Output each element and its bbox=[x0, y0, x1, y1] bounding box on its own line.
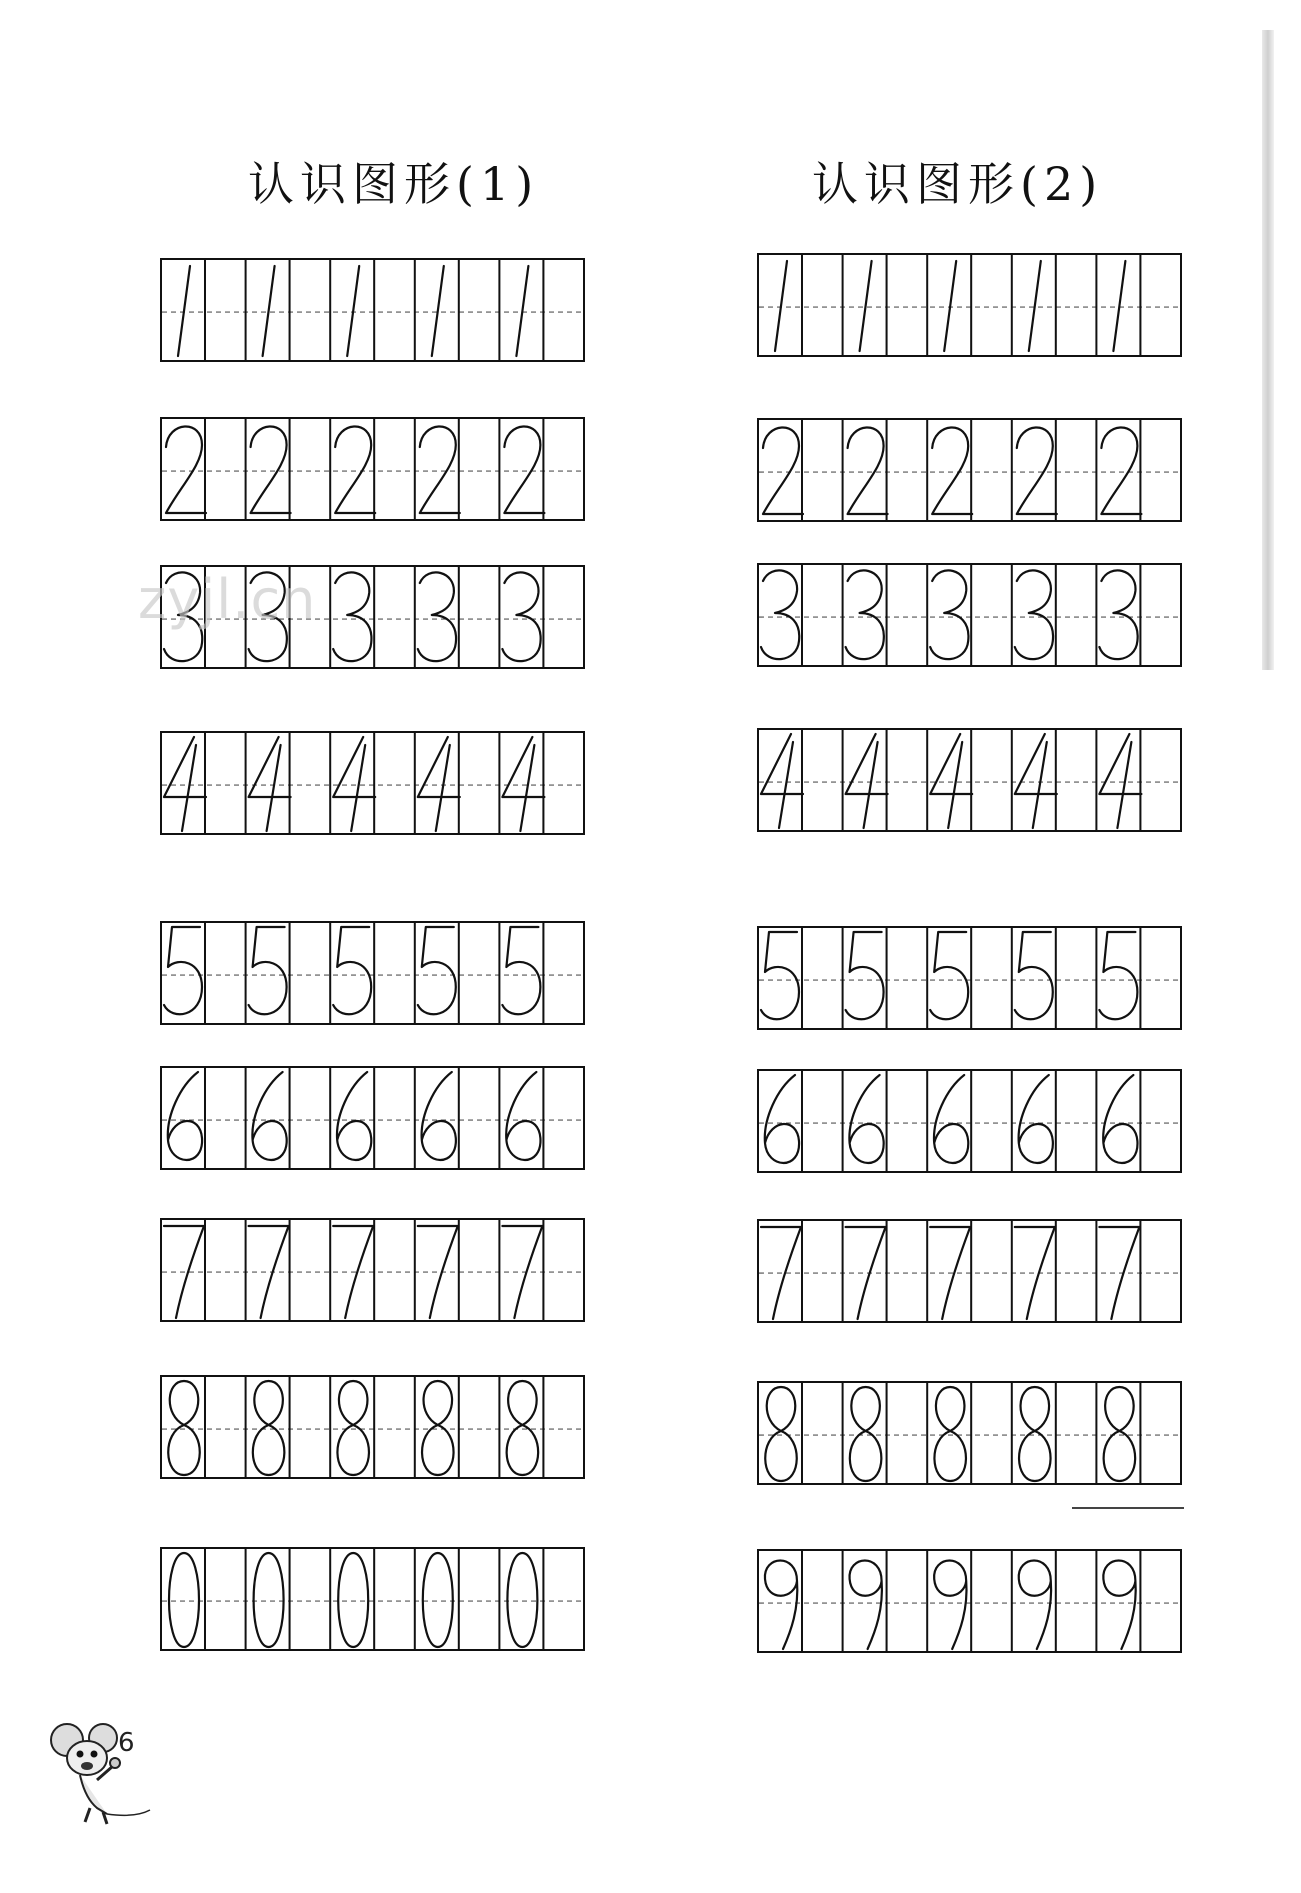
tracing-row-right-4 bbox=[757, 728, 1182, 832]
writing-box bbox=[1096, 1220, 1140, 1322]
row-frame bbox=[161, 1548, 584, 1650]
tracing-row-svg bbox=[160, 1066, 585, 1170]
digit-3-glyph bbox=[1099, 570, 1137, 659]
writing-box bbox=[1012, 254, 1056, 356]
digit-3-glyph bbox=[761, 570, 799, 659]
tracing-row-right-6 bbox=[757, 1069, 1182, 1173]
tracing-row-left-4 bbox=[160, 731, 585, 835]
digit-2-glyph bbox=[504, 426, 544, 513]
digit-1-glyph bbox=[1113, 261, 1125, 351]
digit-4-glyph bbox=[1015, 734, 1057, 828]
digit-2-glyph bbox=[848, 427, 888, 514]
digit-4-glyph bbox=[502, 737, 544, 831]
digit-1-glyph bbox=[944, 261, 956, 351]
tracing-row-left-7 bbox=[160, 1218, 585, 1322]
digit-6-glyph bbox=[506, 1072, 540, 1160]
page-number: 6 bbox=[118, 1728, 135, 1758]
digit-5-glyph bbox=[502, 927, 540, 1014]
writing-box bbox=[758, 1220, 802, 1322]
digit-2-glyph bbox=[932, 427, 972, 514]
writing-box bbox=[415, 259, 459, 361]
digit-9-glyph bbox=[934, 1561, 966, 1650]
tracing-row-svg bbox=[160, 417, 585, 521]
writing-box bbox=[927, 1550, 971, 1652]
tracing-row-right-2 bbox=[757, 418, 1182, 522]
digit-3-glyph bbox=[846, 570, 884, 659]
digit-1-glyph bbox=[860, 261, 872, 351]
digit-0-glyph bbox=[254, 1553, 284, 1647]
writing-box bbox=[499, 1219, 543, 1321]
digit-8-glyph bbox=[253, 1381, 285, 1475]
digit-4-glyph bbox=[846, 734, 888, 828]
tracing-row-svg bbox=[160, 731, 585, 835]
digit-1-glyph bbox=[516, 266, 528, 356]
digit-5-glyph bbox=[1015, 932, 1053, 1019]
watermark: zyjl.cn bbox=[138, 568, 317, 631]
digit-9-glyph bbox=[1019, 1561, 1051, 1650]
writing-box bbox=[246, 259, 290, 361]
digit-1-glyph bbox=[263, 266, 275, 356]
digit-5-glyph bbox=[164, 927, 202, 1014]
digit-5-glyph bbox=[930, 932, 968, 1019]
row-frame bbox=[161, 1376, 584, 1478]
digit-5-glyph bbox=[761, 932, 799, 1019]
digit-0-glyph bbox=[169, 1553, 199, 1647]
row-frame bbox=[758, 1220, 1181, 1322]
tracing-row-left-8 bbox=[160, 1375, 585, 1479]
tracing-row-svg bbox=[757, 253, 1182, 357]
writing-box bbox=[161, 259, 205, 361]
row-frame bbox=[161, 418, 584, 520]
digit-8-glyph bbox=[1019, 1387, 1051, 1481]
row-frame bbox=[161, 1219, 584, 1321]
digit-2-glyph bbox=[251, 426, 291, 513]
digit-3-glyph bbox=[418, 572, 456, 661]
digit-5-glyph bbox=[1099, 932, 1137, 1019]
digit-8-glyph bbox=[507, 1381, 539, 1475]
digit-0-glyph bbox=[423, 1553, 453, 1647]
digit-6-glyph bbox=[849, 1075, 883, 1163]
tracing-row-svg bbox=[757, 1219, 1182, 1323]
digit-8-glyph bbox=[168, 1381, 200, 1475]
digit-5-glyph bbox=[418, 927, 456, 1014]
tracing-row-svg bbox=[757, 1069, 1182, 1173]
tracing-row-left-1 bbox=[160, 258, 585, 362]
tracing-row-right-9 bbox=[757, 1549, 1182, 1653]
row-frame bbox=[758, 729, 1181, 831]
digit-0-glyph bbox=[338, 1553, 368, 1647]
row-frame bbox=[161, 259, 584, 361]
writing-box bbox=[843, 1550, 887, 1652]
digit-6-glyph bbox=[765, 1075, 799, 1163]
writing-box bbox=[415, 1219, 459, 1321]
tracing-row-svg bbox=[757, 926, 1182, 1030]
tracing-row-svg bbox=[757, 728, 1182, 832]
digit-8-glyph bbox=[850, 1387, 882, 1481]
tracing-row-svg bbox=[160, 1375, 585, 1479]
digit-3-glyph bbox=[1015, 570, 1053, 659]
digit-4-glyph bbox=[249, 737, 291, 831]
digit-6-glyph bbox=[934, 1075, 968, 1163]
digit-3-glyph bbox=[333, 572, 371, 661]
digit-5-glyph bbox=[249, 927, 287, 1014]
digit-2-glyph bbox=[420, 426, 460, 513]
tracing-row-right-8 bbox=[757, 1381, 1182, 1485]
writing-box bbox=[330, 1219, 374, 1321]
digit-1-glyph bbox=[1029, 261, 1041, 351]
tracing-row-svg bbox=[160, 258, 585, 362]
writing-box bbox=[758, 254, 802, 356]
writing-box bbox=[927, 1220, 971, 1322]
digit-5-glyph bbox=[333, 927, 371, 1014]
digit-8-glyph bbox=[1104, 1387, 1136, 1481]
tracing-row-left-0 bbox=[160, 1547, 585, 1651]
tracing-row-left-5 bbox=[160, 921, 585, 1025]
tracing-row-svg bbox=[160, 1218, 585, 1322]
digit-8-glyph bbox=[934, 1387, 966, 1481]
tracing-row-left-2 bbox=[160, 417, 585, 521]
digit-8-glyph bbox=[337, 1381, 369, 1475]
row-frame bbox=[758, 1382, 1181, 1484]
digit-8-glyph bbox=[765, 1387, 797, 1481]
digit-2-glyph bbox=[335, 426, 375, 513]
mascot-icon bbox=[45, 1718, 155, 1832]
writing-box bbox=[1012, 1220, 1056, 1322]
tracing-row-right-5 bbox=[757, 926, 1182, 1030]
tracing-row-right-3 bbox=[757, 563, 1182, 667]
row-frame bbox=[161, 1067, 584, 1169]
digit-2-glyph bbox=[166, 426, 206, 513]
digit-1-glyph bbox=[432, 266, 444, 356]
digit-6-glyph bbox=[168, 1072, 202, 1160]
row-frame bbox=[161, 732, 584, 834]
digit-6-glyph bbox=[337, 1072, 371, 1160]
digit-1-glyph bbox=[775, 261, 787, 351]
digit-6-glyph bbox=[422, 1072, 456, 1160]
tracing-row-svg bbox=[160, 1547, 585, 1651]
tracing-row-right-1 bbox=[757, 253, 1182, 357]
digit-2-glyph bbox=[1017, 427, 1057, 514]
digit-1-glyph bbox=[178, 266, 190, 356]
digit-0-glyph bbox=[507, 1553, 537, 1647]
writing-box bbox=[1012, 1550, 1056, 1652]
digit-9-glyph bbox=[850, 1561, 882, 1650]
writing-box bbox=[843, 254, 887, 356]
tracing-row-right-7 bbox=[757, 1219, 1182, 1323]
digit-4-glyph bbox=[333, 737, 375, 831]
writing-box bbox=[246, 1219, 290, 1321]
writing-box bbox=[758, 1550, 802, 1652]
title-right: 认识图形(2) bbox=[812, 157, 1104, 211]
page-spine-shadow bbox=[1262, 30, 1274, 670]
digit-6-glyph bbox=[1103, 1075, 1137, 1163]
digit-4-glyph bbox=[164, 737, 206, 831]
writing-box bbox=[1096, 254, 1140, 356]
digit-8-glyph bbox=[422, 1381, 454, 1475]
digit-4-glyph bbox=[930, 734, 972, 828]
tracing-row-svg bbox=[757, 1549, 1182, 1653]
digit-9-glyph bbox=[765, 1561, 797, 1650]
digit-4-glyph bbox=[418, 737, 460, 831]
writing-box bbox=[843, 1220, 887, 1322]
writing-box bbox=[330, 259, 374, 361]
digit-5-glyph bbox=[846, 932, 884, 1019]
writing-box bbox=[499, 259, 543, 361]
digit-6-glyph bbox=[252, 1072, 286, 1160]
tracing-row-svg bbox=[757, 563, 1182, 667]
digit-1-glyph bbox=[347, 266, 359, 356]
digit-4-glyph bbox=[1099, 734, 1141, 828]
row-frame bbox=[758, 927, 1181, 1029]
writing-box bbox=[161, 1219, 205, 1321]
writing-box bbox=[1096, 1550, 1140, 1652]
row-frame bbox=[758, 564, 1181, 666]
digit-2-glyph bbox=[1101, 427, 1141, 514]
tracing-row-svg bbox=[160, 921, 585, 1025]
row-frame bbox=[758, 1070, 1181, 1172]
digit-9-glyph bbox=[1103, 1561, 1135, 1650]
digit-3-glyph bbox=[930, 570, 968, 659]
title-left: 认识图形(1) bbox=[248, 157, 540, 211]
digit-3-glyph bbox=[502, 572, 540, 661]
divider-line bbox=[1072, 1507, 1184, 1509]
tracing-row-svg bbox=[757, 1381, 1182, 1485]
row-frame bbox=[758, 1550, 1181, 1652]
writing-box bbox=[927, 254, 971, 356]
tracing-row-svg bbox=[757, 418, 1182, 522]
row-frame bbox=[161, 922, 584, 1024]
digit-2-glyph bbox=[763, 427, 803, 514]
tracing-row-left-6 bbox=[160, 1066, 585, 1170]
row-frame bbox=[758, 419, 1181, 521]
row-frame bbox=[758, 254, 1181, 356]
digit-4-glyph bbox=[761, 734, 803, 828]
digit-6-glyph bbox=[1019, 1075, 1053, 1163]
